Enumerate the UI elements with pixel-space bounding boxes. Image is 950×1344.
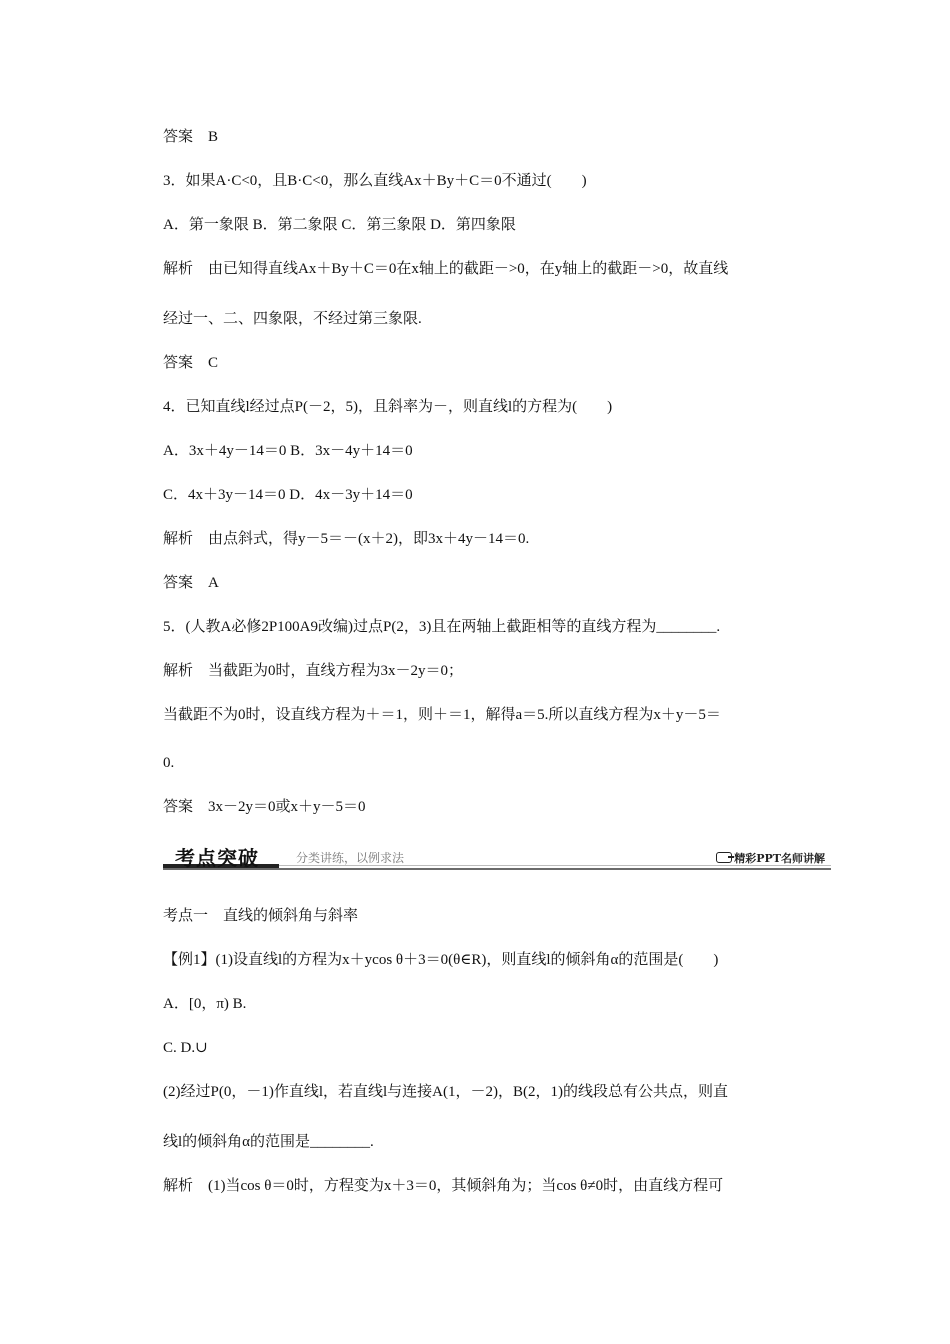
text-line: 5．(人教A必修2P100A9改编)过点P(2，3)且在两轴上截距相等的直线方程为________. — [163, 619, 721, 635]
banner-right-label — [716, 850, 825, 866]
text-line: 解析 (1)当cos θ＝0时，方程变为x＋3＝0，其倾斜角为；当cos θ≠0时，由直线方程可 — [163, 1178, 724, 1194]
text-line: 【例1】(1)设直线l的方程为x＋ycos θ＋3＝0(θ∈R)，则直线l的倾斜角α的范围是( ) — [163, 952, 719, 968]
banner-subtitle: 分类讲练，以例求法 — [296, 851, 405, 865]
text-line: 4．已知直线l经过点P(－2，5)，且斜率为－，则直线l的方程为( ) — [163, 399, 613, 415]
text-line: 线l的倾斜角α的范围是________. — [163, 1134, 374, 1150]
text-line: 解析 由点斜式，得y－5＝－(x＋2)，即3x＋4y－14＝0. — [163, 531, 530, 547]
text-line: 考点一 直线的倾斜角与斜率 — [163, 908, 359, 924]
banner-right-text: 精彩PPT名师讲解 — [734, 852, 825, 865]
text-line: A．3x＋4y－14＝0 B．3x－4y＋14＝0 — [163, 443, 413, 459]
text-line: 答案 A — [163, 575, 219, 591]
text-line: 解析 由已知得直线Ax＋By＋C＝0在x轴上的截距－>0，在y轴上的截距－>0，故直线 — [163, 261, 729, 277]
text-line: 答案 B — [163, 129, 219, 145]
section-banner — [163, 840, 831, 870]
pointing-hand-icon — [716, 852, 732, 863]
text-line: C. D.∪ — [163, 1040, 208, 1056]
text-line: 3．如果A·C<0，且B·C<0，那么直线Ax＋By＋C＝0不通过( ) — [163, 173, 587, 189]
text-line: (2)经过P(0，－1)作直线l，若直线l与连接A(1，－2)，B(2，1)的线段总有公共点，则直 — [163, 1084, 728, 1100]
text-line: 答案 C — [163, 355, 219, 371]
banner-title: 考点突破 — [175, 846, 259, 870]
banner-rule — [163, 868, 831, 870]
text-line: 经过一、二、四象限，不经过第三象限. — [163, 311, 422, 327]
text-line: 答案 3x－2y＝0或x＋y－5＝0 — [163, 799, 366, 815]
text-line: A．[0，π) B. — [163, 996, 247, 1012]
text-line: 解析 当截距为0时，直线方程为3x－2y＝0； — [163, 663, 464, 679]
text-line: A．第一象限 B．第二象限 C．第三象限 D．第四象限 — [163, 217, 516, 233]
text-line: 0. — [163, 755, 175, 771]
text-line: 当截距不为0时，设直线方程为＋＝1，则＋＝1，解得a＝5.所以直线方程为x＋y－5＝ — [163, 707, 721, 723]
text-line: C．4x＋3y－14＝0 D．4x－3y＋14＝0 — [163, 487, 413, 503]
